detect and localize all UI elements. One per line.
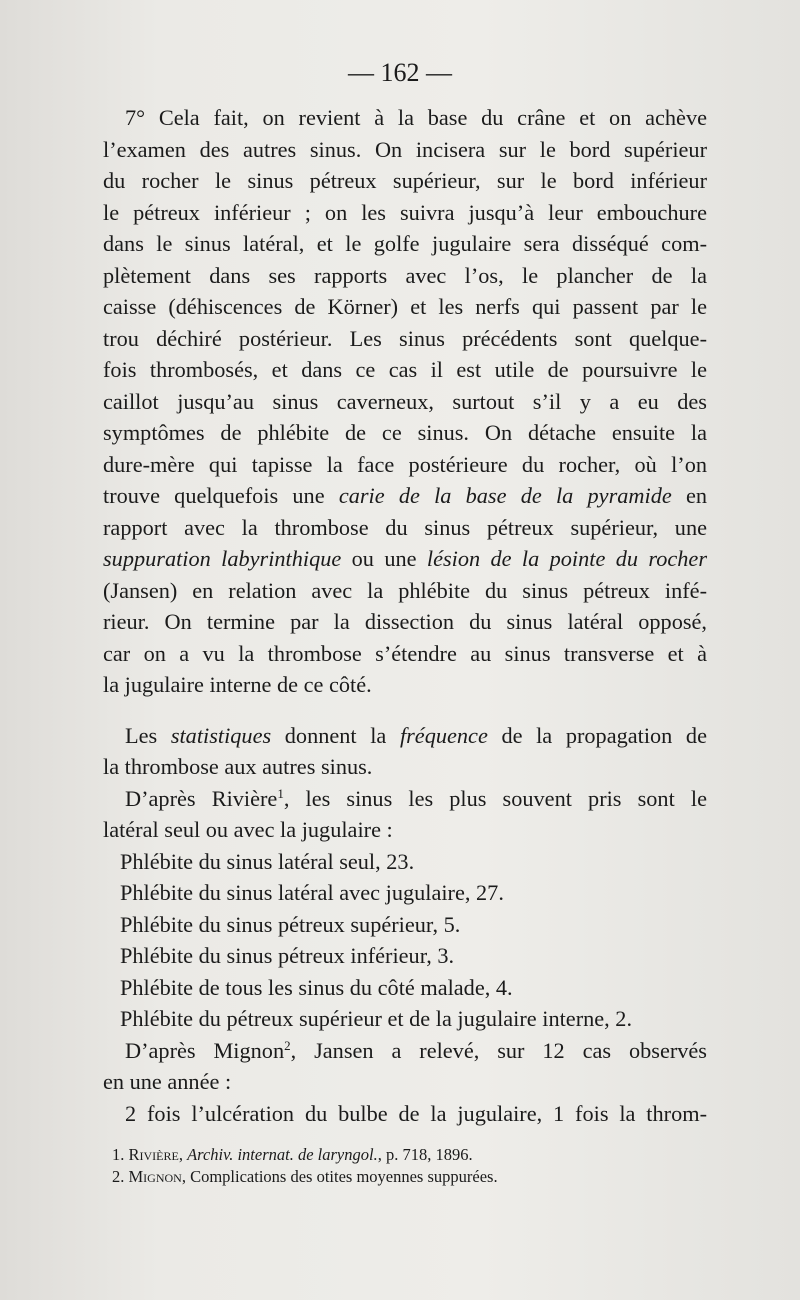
text-line: en une année : bbox=[103, 1069, 232, 1094]
text-line: (Jansen) en relation avec la phlébite du sinus pétreux infé- bbox=[103, 577, 707, 603]
text-run: donnent la bbox=[271, 722, 400, 748]
footnotes bbox=[112, 1144, 672, 1188]
text-run: D’après Mignon bbox=[125, 1037, 285, 1063]
text-line: caisse (déhiscences de Körner) et les nerfs qui passent par le bbox=[103, 294, 707, 319]
emphasis-statistiques: statistiques bbox=[170, 722, 272, 748]
text-run: de la propagation de bbox=[487, 722, 707, 748]
text-line: du rocher le sinus pétreux supérieur, sur le bord inférieur bbox=[103, 168, 707, 193]
list-item: Phlébite du pétreux supérieur et de la jugulaire interne, 2. bbox=[120, 1006, 633, 1031]
paragraph-statistics bbox=[103, 720, 707, 783]
text-run: trouve quelquefois une bbox=[103, 483, 339, 508]
text-line bbox=[103, 720, 707, 752]
body-text bbox=[103, 102, 707, 1129]
emphasis-frequence: fréquence bbox=[399, 722, 488, 748]
footnote-number: 2. bbox=[112, 1167, 125, 1186]
text-run: D’après Rivière bbox=[125, 785, 278, 811]
footnote-text: , Complications des otites moyennes suppurées. bbox=[181, 1167, 498, 1186]
text-line: car on a vu la thrombose s’étendre au sinus transverse et à bbox=[103, 640, 707, 666]
text-line: la thrombose aux autres sinus. bbox=[103, 754, 373, 779]
paragraph-riviere bbox=[103, 783, 707, 846]
text-line: latéral seul ou avec la jugulaire : bbox=[103, 817, 393, 842]
text-line bbox=[103, 480, 707, 512]
text-line bbox=[103, 1035, 707, 1067]
text-line: 7° Cela fait, on revient à la base du crâne et on achève bbox=[125, 105, 707, 130]
text-line: fois thrombosés, et dans ce cas il est utile de poursuivre le bbox=[103, 357, 707, 382]
emphasis-suppuration: suppuration labyrinthique bbox=[103, 546, 342, 571]
footnote-ref-1: 1 bbox=[277, 785, 284, 801]
footnote-1: 1. Rivière, Archiv. internat. de laryngol., p. 718, 1896. bbox=[112, 1145, 473, 1164]
text-run: en bbox=[671, 483, 708, 508]
text-line: rapport avec la thrombose du sinus pétreux supérieur, une bbox=[103, 514, 707, 540]
footnote-2 bbox=[112, 1166, 672, 1188]
text-line: rieur. On termine par la dissection du sinus latéral opposé, bbox=[103, 609, 707, 634]
list-item: Phlébite de tous les sinus du côté malade, 4. bbox=[120, 974, 513, 1000]
text-line: plètement dans ses rapports avec l’os, le plancher de la bbox=[103, 262, 707, 288]
text-run: ou une bbox=[341, 546, 427, 571]
footnote-number: 1. bbox=[112, 1145, 125, 1164]
text-line: le pétreux inférieur ; on les suivra jusqu’à leur embouchure bbox=[103, 199, 707, 225]
statistics-list bbox=[103, 846, 707, 1035]
page-number: — 162 — bbox=[348, 58, 452, 87]
text-line bbox=[103, 543, 707, 575]
footnote-journal: Archiv. internat. de laryngol. bbox=[187, 1145, 378, 1164]
text-line: l’examen des autres sinus. On incisera sur le bord supérieur bbox=[103, 136, 707, 162]
text-run: , les sinus les plus souvent pris sont le bbox=[283, 785, 707, 811]
paragraph-mignon bbox=[103, 1035, 707, 1130]
text-line: la jugulaire interne de ce côté. bbox=[103, 672, 372, 697]
list-item: Phlébite du sinus pétreux inférieur, 3. bbox=[120, 943, 455, 968]
text-run: Les bbox=[125, 722, 171, 748]
footnote-text: , p. 718, 1896. bbox=[377, 1145, 473, 1164]
footnote-ref-2: 2 bbox=[284, 1037, 291, 1053]
text-line: dure-mère qui tapisse la face postérieure du rocher, où l’on bbox=[103, 451, 707, 477]
list-item: Phlébite du sinus latéral seul, 23. bbox=[120, 848, 415, 874]
emphasis-lesion: lésion de la pointe du rocher bbox=[426, 546, 708, 571]
text-line: symptômes de phlébite de ce sinus. On détache ensuite la bbox=[103, 420, 707, 445]
text-line: trou déchiré postérieur. Les sinus précédents sont quelque- bbox=[103, 325, 707, 351]
text-line bbox=[103, 783, 707, 815]
list-item: Phlébite du sinus latéral avec jugulaire, 27. bbox=[120, 880, 504, 905]
text-line: caillot jusqu’au sinus caverneux, surtout s’il y a eu des bbox=[103, 388, 707, 414]
paragraph-dissection bbox=[103, 102, 707, 701]
emphasis-carie: carie de la base de la pyramide bbox=[338, 483, 672, 508]
paragraph-gap bbox=[103, 701, 707, 720]
list-item: Phlébite du sinus pétreux supérieur, 5. bbox=[120, 911, 461, 937]
text-line: 2 fois l’ulcération du bulbe de la jugulaire, 1 fois la throm- bbox=[125, 1100, 707, 1126]
text-line: dans le sinus latéral, et le golfe jugulaire sera disséqué com- bbox=[103, 231, 707, 256]
footnote-author: Rivière bbox=[128, 1145, 179, 1164]
footnote-author: Mignon bbox=[128, 1167, 182, 1186]
text-run: , Jansen a relevé, sur 12 cas observés bbox=[290, 1037, 707, 1063]
